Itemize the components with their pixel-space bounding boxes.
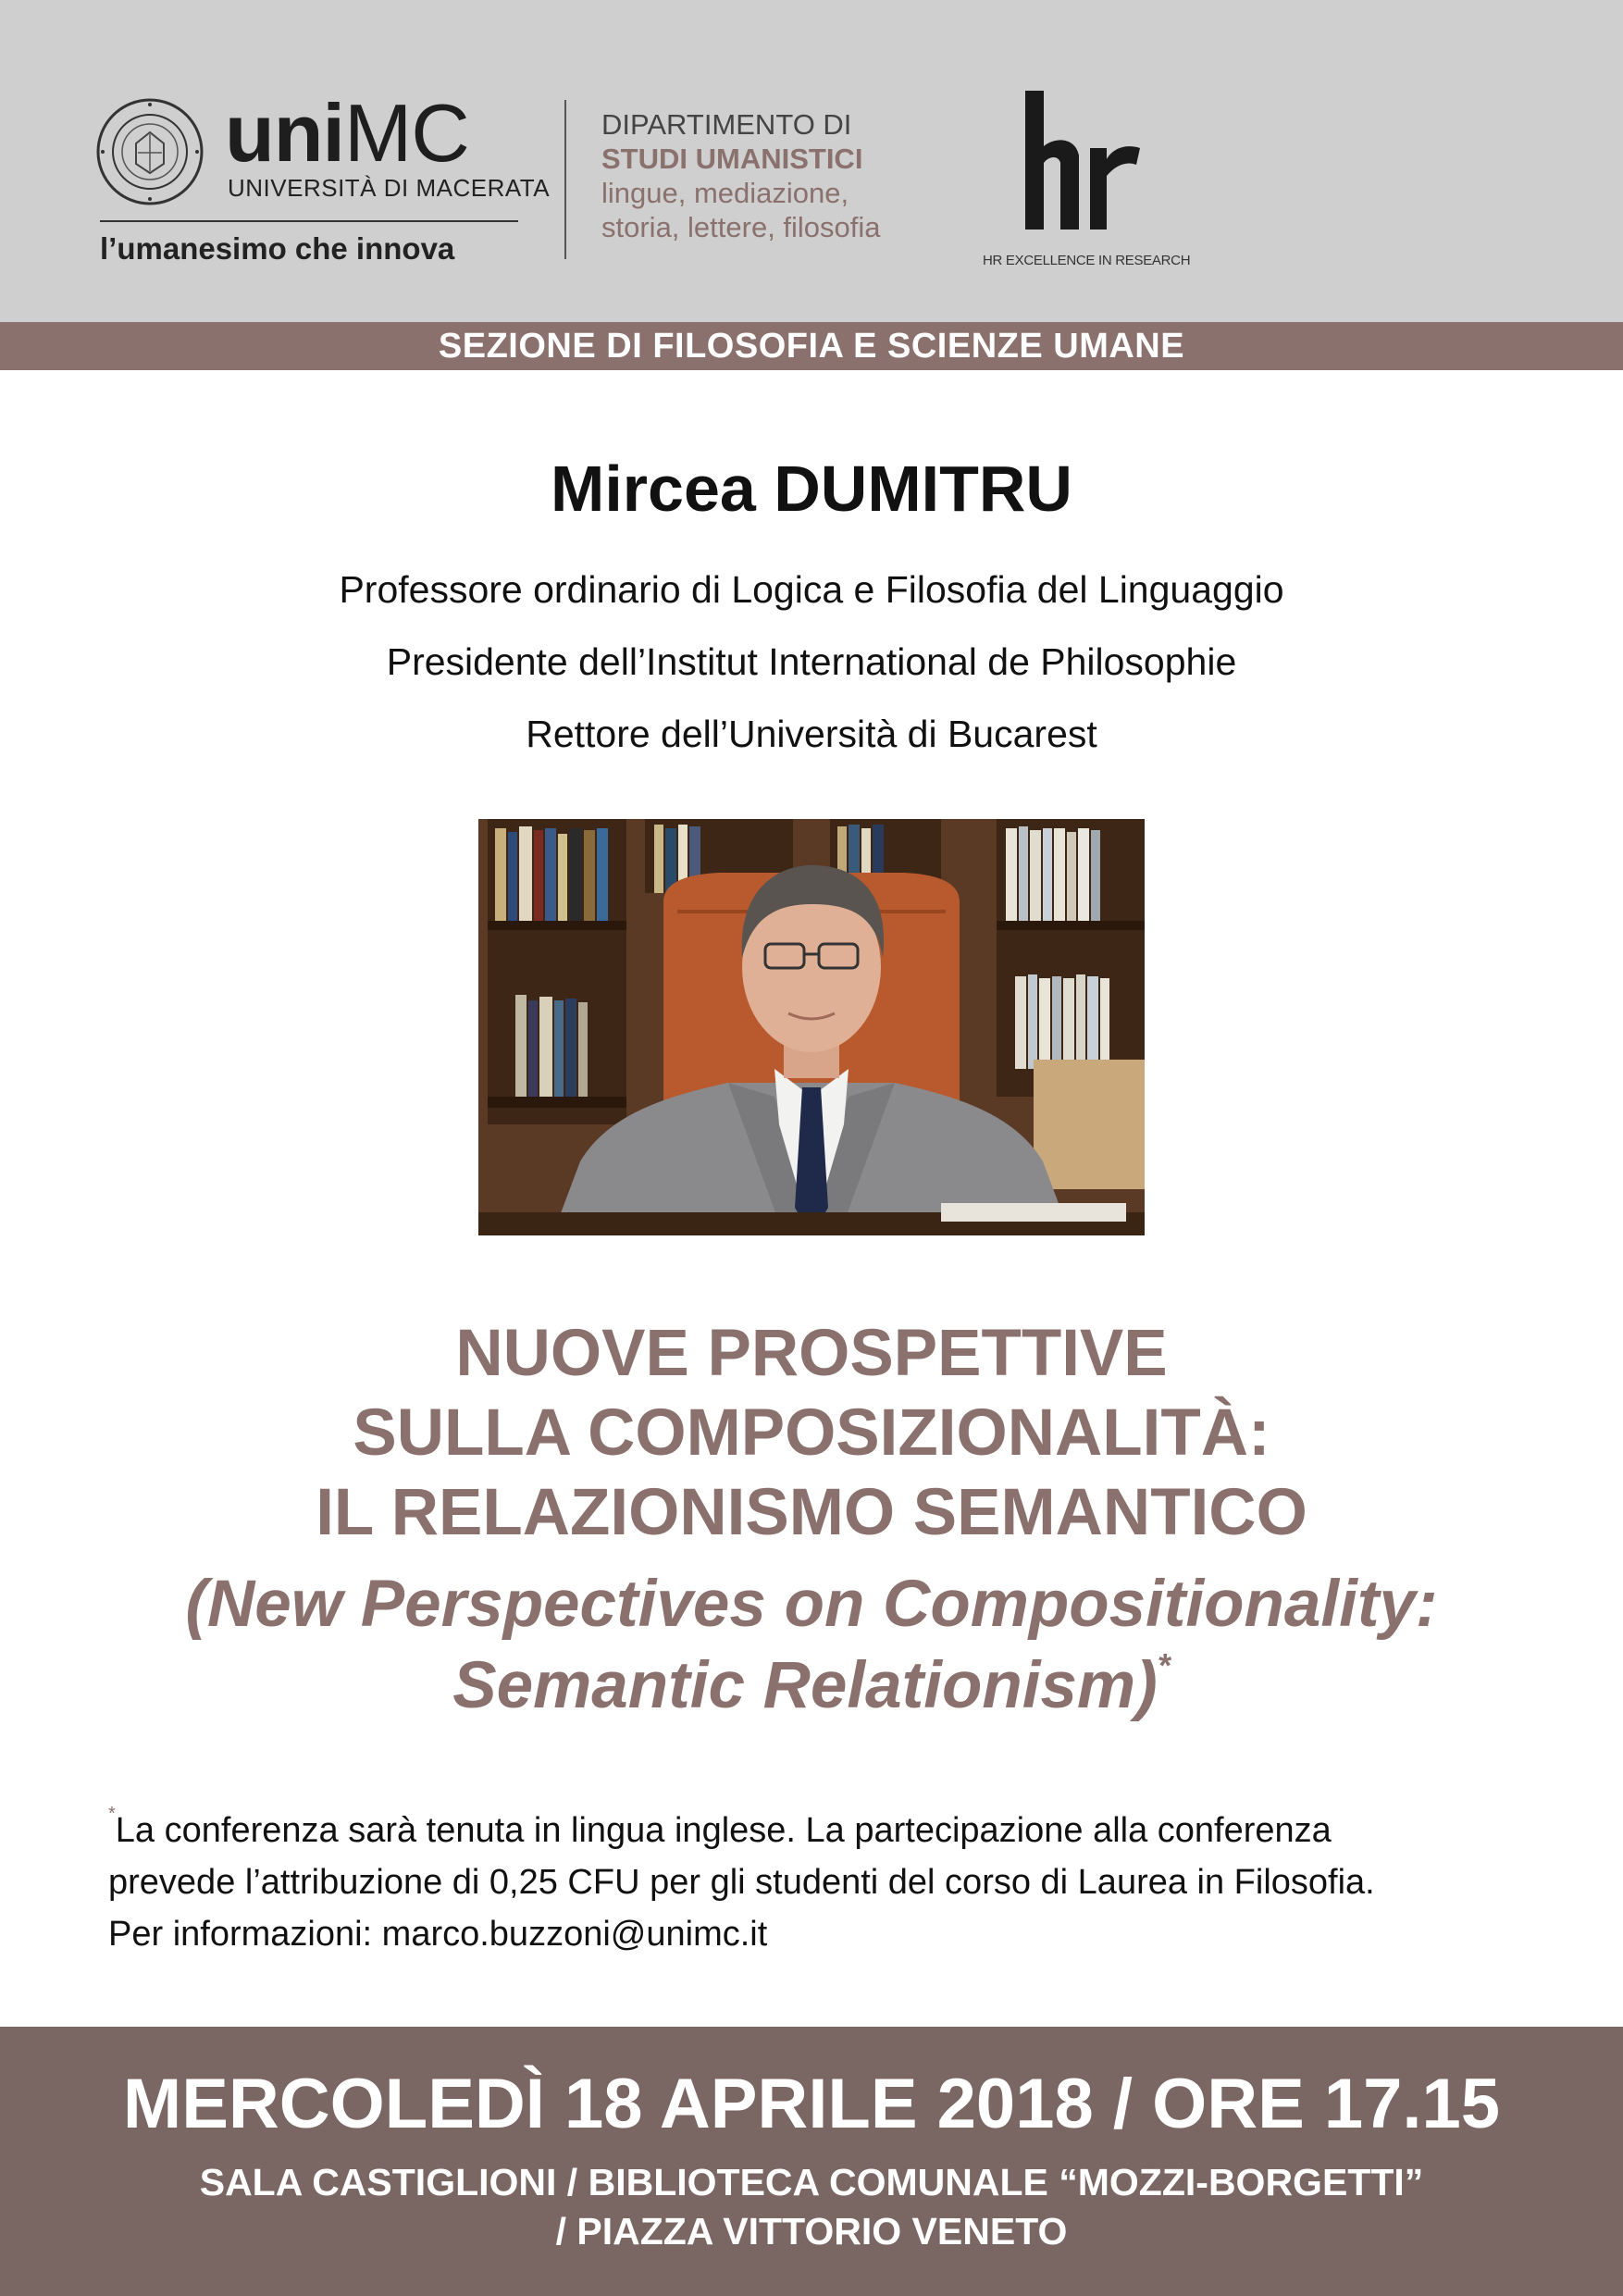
- university-seal-icon: [95, 97, 204, 206]
- footnote-marker: *: [1157, 1646, 1171, 1684]
- talk-title-italian: [0, 1314, 1623, 1553]
- event-venue-line2: / PIAZZA VITTORIO VENETO: [555, 2210, 1068, 2253]
- talk-title-line: NUOVE PROSPETTIVE: [455, 1317, 1168, 1390]
- university-motto: l’umanesimo che innova: [100, 231, 455, 266]
- section-banner: SEZIONE DI FILOSOFIA E SCIENZE UMANE: [0, 322, 1623, 370]
- footnote-asterisk: *: [108, 1804, 116, 1824]
- talk-title-line: SULLA COMPOSIZIONALITÀ:: [353, 1396, 1270, 1470]
- department-block: [601, 107, 881, 244]
- footnote-line1-wrap: [108, 1805, 1552, 1856]
- event-venue: [0, 2158, 1623, 2256]
- event-footer: [0, 2027, 1623, 2296]
- event-venue-line1: SALA CASTIGLIONI / BIBLIOTECA COMUNALE “MOZZI-BORGETTI”: [199, 2161, 1424, 2203]
- event-date-time: MERCOLEDÌ 18 APRILE 2018 / ORE 17.15: [122, 2065, 1501, 2143]
- department-line2: STUDI UMANISTICI: [601, 143, 863, 175]
- department-line1: DIPARTIMENTO DI: [601, 108, 852, 141]
- department-line4: storia, lettere, filosofia: [601, 211, 881, 243]
- footnote: [108, 1805, 1552, 1960]
- talk-title-en-line2-wrap: [0, 1645, 1623, 1727]
- talk-title-english: [0, 1564, 1623, 1727]
- header: [0, 0, 1623, 322]
- talk-title-en-line2: Semantic Relationism): [452, 1649, 1158, 1722]
- speaker-role: Professore ordinario di Logica e Filosofia del Linguaggio: [339, 568, 1284, 611]
- unimc-wordmark: [225, 87, 469, 179]
- hr-caption: HR EXCELLENCE IN RESEARCH: [983, 253, 1191, 268]
- speaker-role: Rettore dell’Università di Bucarest: [526, 713, 1097, 755]
- speaker-roles: [0, 553, 1623, 770]
- talk-title-en-line1: (New Perspectives on Compositionality:: [185, 1568, 1438, 1641]
- brand-mc: MC: [343, 87, 469, 179]
- speaker-name: Mircea DUMITRU: [551, 453, 1072, 525]
- speaker-photo: [478, 819, 1145, 1235]
- footnote-line1: La conferenza sarà tenuta in lingua inglese. La partecipazione alla conferenza: [115, 1811, 1332, 1850]
- brand-divider: [100, 220, 518, 222]
- footnote-line3: Per informazioni: marco.buzzoni@unimc.it: [108, 1915, 768, 1954]
- speaker-role: Presidente dell’Institut International de Philosophie: [386, 640, 1237, 683]
- university-name: UNIVERSITÀ DI MACERATA: [228, 174, 551, 202]
- hr-excellence-logo: [1018, 91, 1147, 239]
- department-line3: lingue, mediazione,: [601, 177, 849, 209]
- footnote-line2: prevede l’attribuzione di 0,25 CFU per gli studenti del corso di Laurea in Filosofia.: [108, 1863, 1375, 1902]
- header-divider: [564, 100, 566, 259]
- talk-title-line: IL RELAZIONISMO SEMANTICO: [316, 1476, 1307, 1549]
- brand-uni: uni: [225, 87, 344, 179]
